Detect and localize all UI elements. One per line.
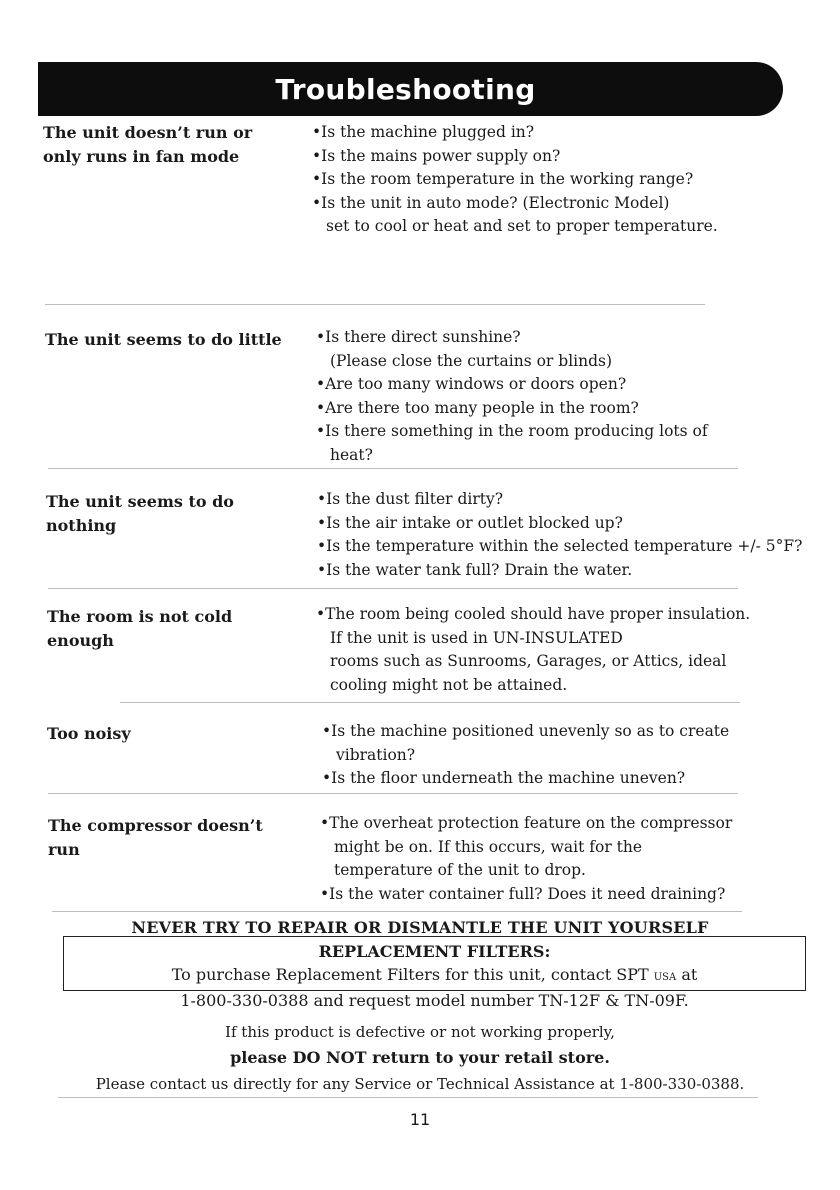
problem-line: Too noisy <box>47 724 131 743</box>
filters-line-text: at <box>681 965 698 984</box>
check-item: •Is the machine plugged in? <box>312 123 535 141</box>
repair-warning: NEVER TRY TO REPAIR OR DISMANTLE THE UNIT YOURSELF <box>131 918 709 937</box>
check-item: heat? <box>330 445 373 464</box>
problem-line: only runs in fan mode <box>43 147 240 166</box>
check-item: •Is the machine positioned unevenly so as to create <box>322 722 730 740</box>
footer-line: If this product is defective or not working properly, <box>225 1023 615 1041</box>
check-item: •Is the room temperature in the working range? <box>312 170 694 188</box>
check-item: •The room being cooled should have proper insulation. <box>316 605 751 623</box>
check-item: rooms such as Sunrooms, Garages, or Attics, ideal <box>330 652 727 670</box>
check-list <box>316 326 816 467</box>
check-list <box>322 720 822 791</box>
check-item: •Are there too many people in the room? <box>316 398 639 417</box>
filters-usa: USA <box>653 972 677 983</box>
filters-line-text: To purchase Replacement Filters for this unit, contact SPT <box>171 965 649 984</box>
check-item: •Is the air intake or outlet blocked up? <box>317 513 623 532</box>
check-item: vibration? <box>336 745 416 764</box>
problem-label <box>46 490 296 538</box>
check-item: •Is the floor underneath the machine uneven? <box>322 769 686 787</box>
check-item: •Is there something in the room producing lots of <box>316 422 708 440</box>
check-item: •Is the water container full? Does it need draining? <box>320 884 726 903</box>
section-divider <box>48 793 738 794</box>
check-item: •Are too many windows or doors open? <box>316 375 627 393</box>
page-number: 11 <box>409 1110 431 1129</box>
check-item: •The overheat protection feature on the compressor <box>320 814 733 832</box>
page-title: Troubleshooting <box>275 72 536 106</box>
footer-notice: please DO NOT return to your retail store. <box>230 1048 610 1067</box>
problem-line: The unit seems to do nothing <box>46 492 234 535</box>
problem-label <box>47 722 297 746</box>
check-item: cooling might not be attained. <box>330 675 568 694</box>
section-divider <box>48 468 738 469</box>
filters-phone-line: 1-800-330-0388 and request model number TN-12F & TN-09F. <box>180 991 689 1010</box>
check-list <box>316 603 816 697</box>
problem-line: The unit seems to do little <box>45 330 282 349</box>
footer-divider <box>58 1097 758 1098</box>
check-item: •Is the mains power supply on? <box>312 146 561 165</box>
filters-line <box>64 963 805 989</box>
troubleshooting-banner <box>38 62 783 116</box>
check-item: •Is the temperature within the selected temperature +/- 5°F? <box>317 537 803 555</box>
check-item: •Is the water tank full? Drain the water. <box>317 560 633 579</box>
section-divider <box>48 588 738 589</box>
service-footer <box>0 1019 840 1097</box>
footer-line: Please contact us directly for any Service or Technical Assistance at 1-800-330-0388. <box>95 1075 745 1093</box>
problem-label <box>47 605 297 653</box>
check-item: •Is there direct sunshine? <box>316 328 521 346</box>
filters-heading: REPLACEMENT FILTERS: <box>318 942 551 961</box>
check-item: •Is the dust filter dirty? <box>317 490 504 508</box>
check-item: set to cool or heat and set to proper temperature. <box>326 217 718 235</box>
check-list <box>317 488 817 582</box>
check-item: might be on. If this occurs, wait for the <box>334 837 643 856</box>
check-item: If the unit is used in UN-INSULATED <box>330 628 623 647</box>
check-list <box>312 121 812 239</box>
problem-line: The compressor doesn’t run <box>48 816 263 859</box>
check-item: •Is the unit in auto mode? (Electronic Model) <box>312 193 670 212</box>
section-divider <box>120 702 740 703</box>
problem-line: The unit doesn’t run or <box>43 123 253 142</box>
check-list <box>320 812 820 906</box>
problem-label <box>43 121 293 169</box>
section-divider <box>45 304 705 305</box>
section-divider <box>52 911 742 912</box>
replacement-filters-box <box>63 936 806 1010</box>
problem-label <box>45 328 295 352</box>
problem-label <box>48 814 298 862</box>
check-item: (Please close the curtains or blinds) <box>330 351 613 370</box>
problem-line: The room is not cold enough <box>47 607 233 650</box>
check-item: temperature of the unit to drop. <box>334 861 586 879</box>
